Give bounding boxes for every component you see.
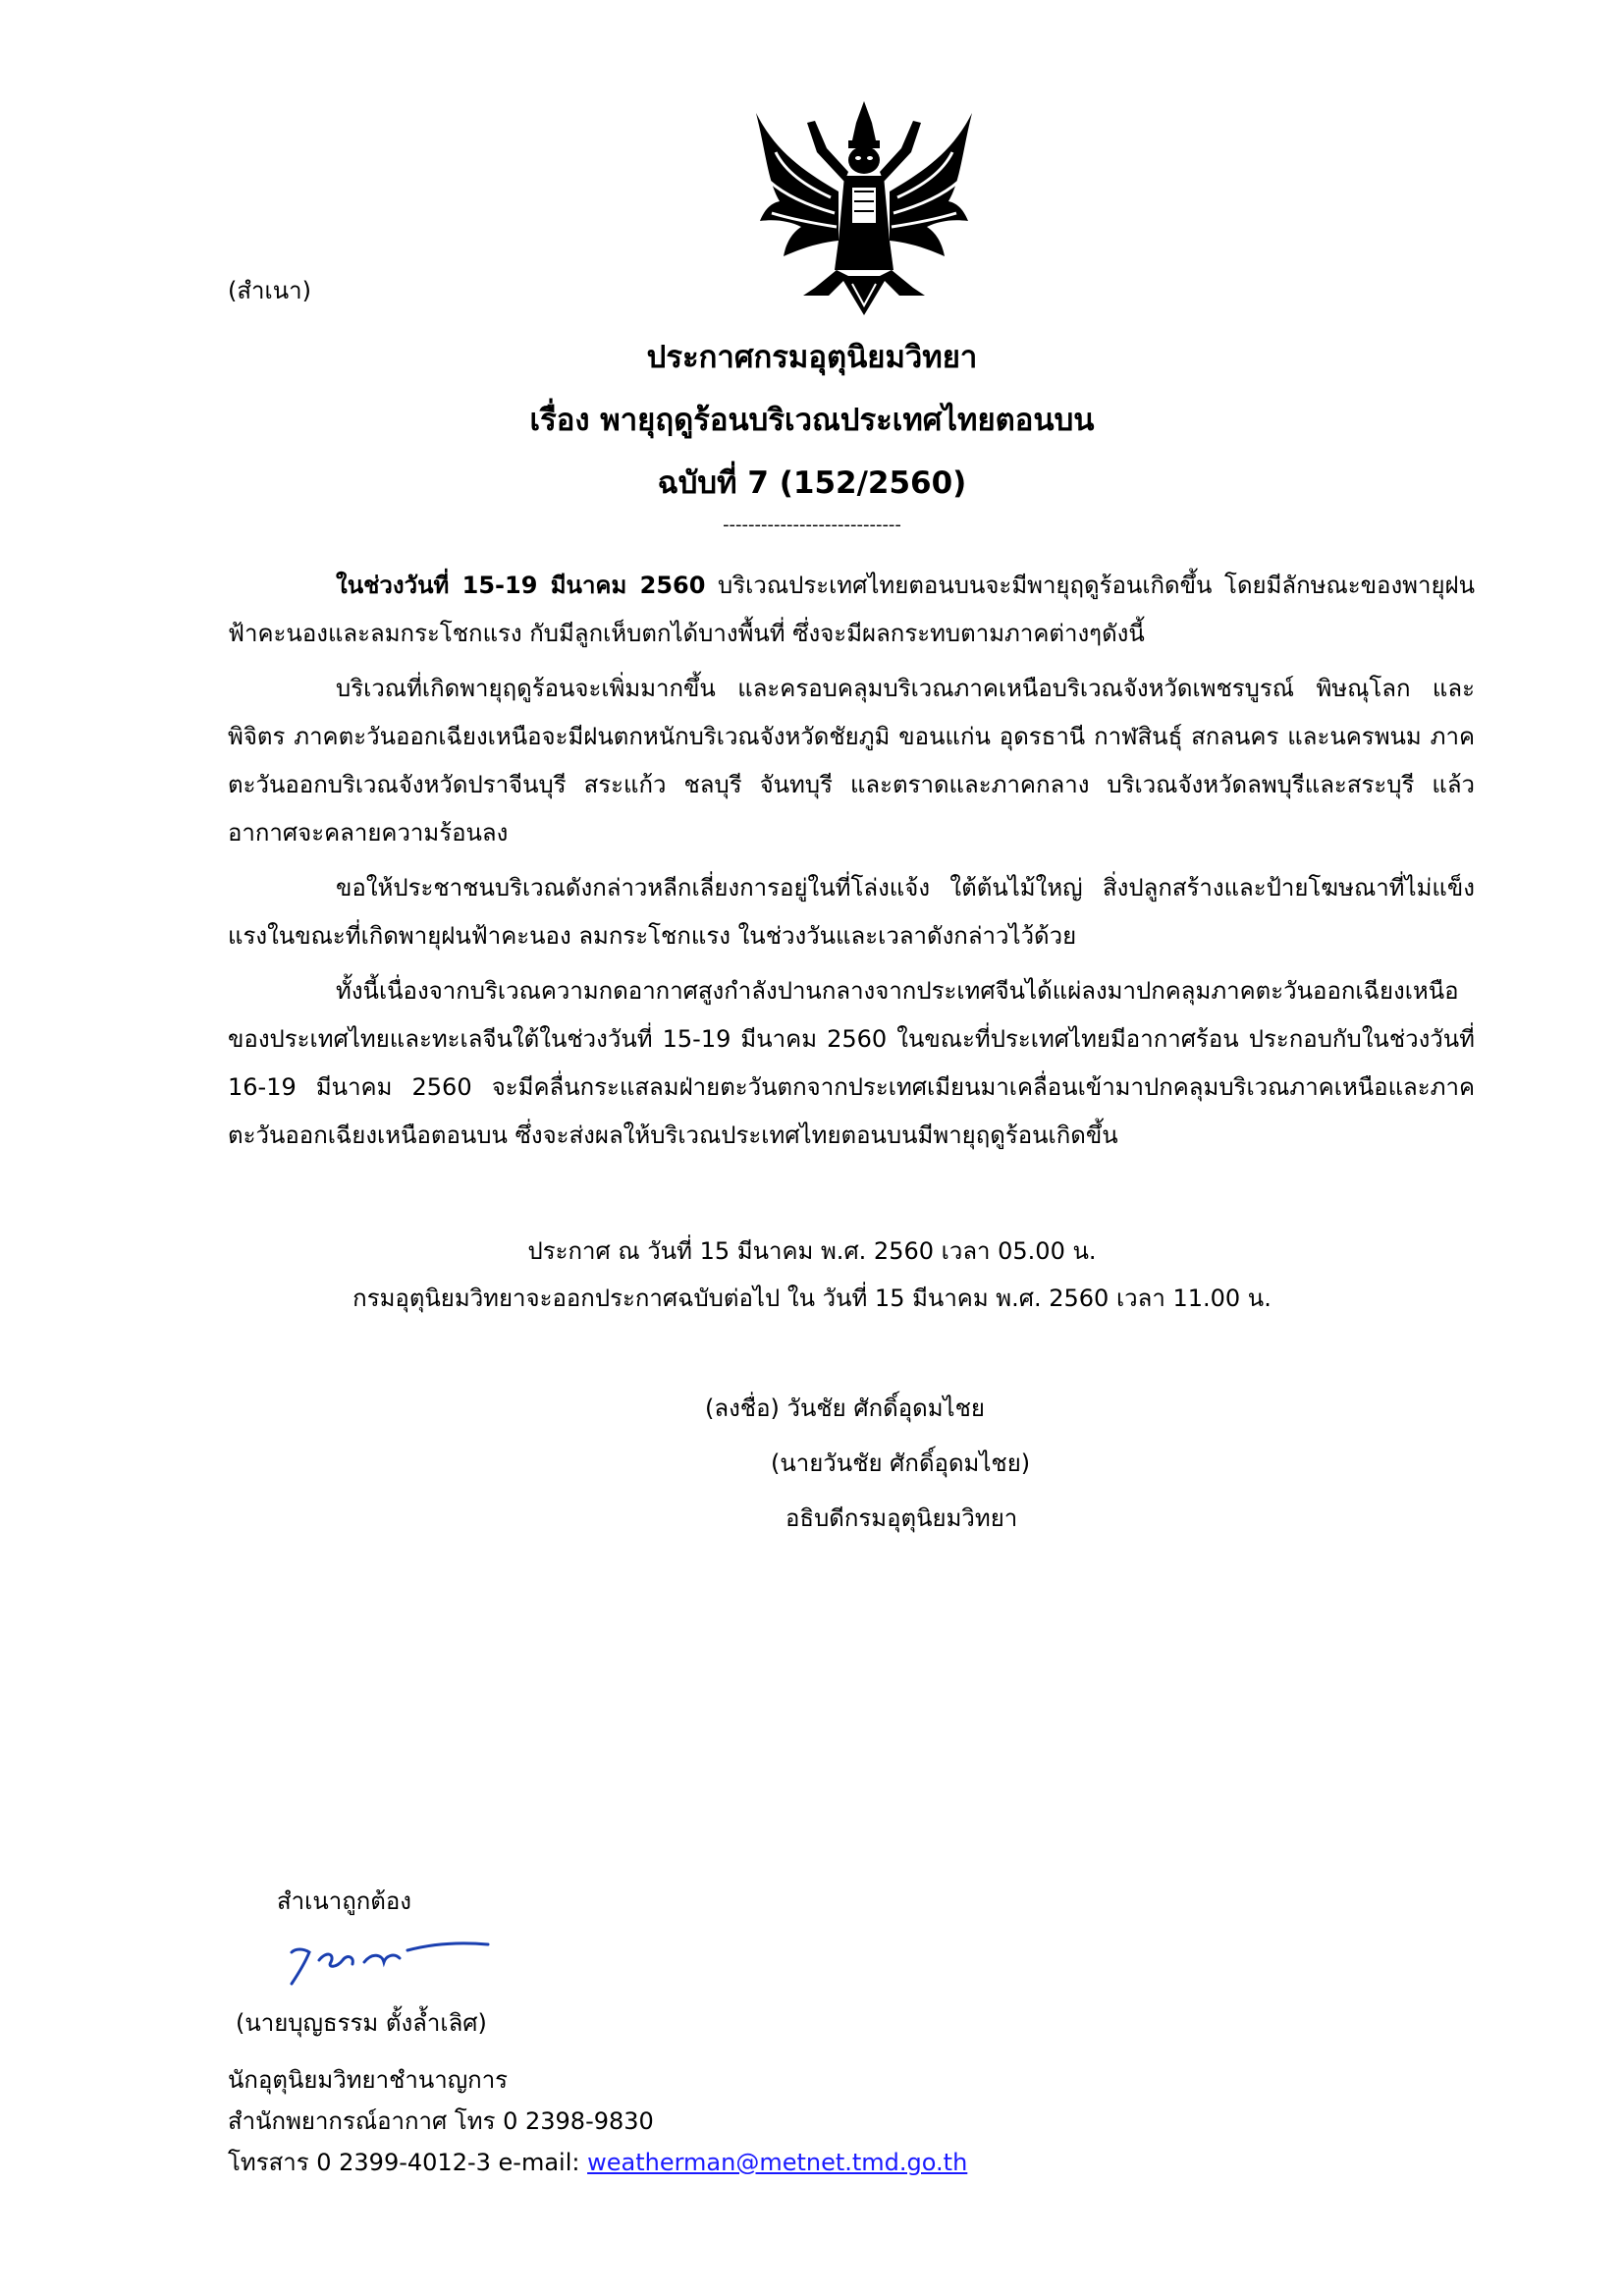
certified-copy-label: สำเนาถูกต้อง	[277, 1887, 411, 1915]
email-link[interactable]: weatherman@metnet.tmd.go.th	[587, 2149, 968, 2176]
paragraph-3-text: ขอให้ประชาชนบริเวณดังกล่าวหลีกเลี่ยงการอยู่ในที่โล่งแจ้ง ใต้ต้นไม้ใหญ่ สิ่งปลูกสร้างและป้ายโฆษณาที่ไม่แข็งแรงในขณะที่เกิดพายุฝนฟ้าคะนอง ลมกระโชกแรง ในช่วงวันและเวลาดังกล่าวไว้ด้วย	[228, 874, 1475, 950]
document-issue-number: ฉบับที่ 7 (152/2560)	[657, 465, 967, 501]
document-title: ประกาศกรมอุตุนิยมวิทยา	[646, 340, 978, 375]
fax-and-email	[228, 2143, 967, 2182]
paragraph-4-text: ทั้งนี้เนื่องจากบริเวณความกดอากาศสูงกำลังปานกลางจากประเทศจีนได้แผ่ลงมาปกคลุมภาคตะวันออกเฉียงเหนือของประเทศไทยและทะเลจีนใต้ในช่วงวันที่ 15-19 มีนาคม 2560 ในขณะที่ประเทศไทยมีอากาศร้อน ประกอบกับในช่วงวันที่ 16-19 มีนาคม 2560 จะมีคลื่นกระแสลมฝ่ายตะวันตกจากประเทศเมียนมาเคลื่อนเข้ามาปกคลุมบริเวณภาคเหนือและภาคตะวันออกเฉียงเหนือตอนบน ซึ่งจะส่งผลให้บริเวณประเทศไทยตอนบนมีพายุฤดูร้อนเกิดขึ้น	[228, 977, 1475, 1149]
title-divider: ----------------------------	[723, 515, 901, 535]
paragraph-3	[228, 864, 1475, 960]
office-contact: สำนักพยากรณ์อากาศ โทร 0 2398-9830	[228, 2107, 654, 2135]
announcement-next: กรมอุตุนิยมวิทยาจะออกประกาศฉบับต่อไป ใน วันที่ 15 มีนาคม พ.ศ. 2560 เวลา 11.00 น.	[352, 1285, 1272, 1312]
paragraph-2	[228, 665, 1475, 857]
paragraph-1	[228, 562, 1475, 658]
fax-text: โทรสาร 0 2399-4012-3 e-mail:	[228, 2149, 588, 2176]
paragraph-1-lead: ในช่วงวันที่ 15-19 มีนาคม 2560	[336, 572, 706, 599]
paragraph-2-text: บริเวณที่เกิดพายุฤดูร้อนจะเพิ่มมากขึ้น และครอบคลุมบริเวณภาคเหนือบริเวณจังหวัดเพชรบูรณ์ พิษณุโลก และพิจิตร ภาคตะวันออกเฉียงเหนือจะมีฝนตกหนักบริเวณจังหวัดชัยภูมิ ขอนแก่น อุดรธานี กาฬสินธุ์ สกลนคร และนครพนม ภาคตะวันออกบริเวณจังหวัดปราจีนบุรี สระแก้ว ชลบุรี จันทบุรี และตราดและภาคกลาง บริเวณจังหวัดลพบุรีและสระบุรี แล้วอากาศจะคลายความร้อนลง	[228, 675, 1475, 847]
signatory-position: อธิบดีกรมอุตุนิยมวิทยา	[785, 1504, 1018, 1532]
handwritten-signature-icon	[270, 1933, 496, 1992]
signatory-signed: (ลงชื่อ) วันชัย ศักดิ์อุดมไชย	[705, 1394, 985, 1422]
certifier-position: นักอุตุนิยมวิทยาชำนาญการ	[228, 2066, 509, 2094]
paragraph-4	[228, 967, 1475, 1160]
copy-label: (สำเนา)	[228, 277, 311, 304]
garuda-emblem-icon	[746, 93, 982, 319]
paragraph-1-text: บริเวณประเทศไทยตอนบนจะมีพายุฤดูร้อนเกิดขึ้น โดยมีลักษณะของพายุฝนฟ้าคะนองและลมกระโชกแรง กับมีลูกเห็บตกได้บางพื้นที่ ซึ่งจะมีผลกระทบตามภาคต่างๆดังนี้	[228, 572, 1475, 647]
certifier-name: (นายบุญธรรม ตั้งล้ำเลิศ)	[236, 2009, 487, 2037]
signatory-full-name: (นายวันชัย ศักดิ์อุดมไชย)	[771, 1449, 1031, 1477]
announcement-issued: ประกาศ ณ วันที่ 15 มีนาคม พ.ศ. 2560 เวลา 05.00 น.	[527, 1237, 1097, 1265]
document-subject: เรื่อง พายุฤดูร้อนบริเวณประเทศไทยตอนบน	[529, 403, 1095, 438]
